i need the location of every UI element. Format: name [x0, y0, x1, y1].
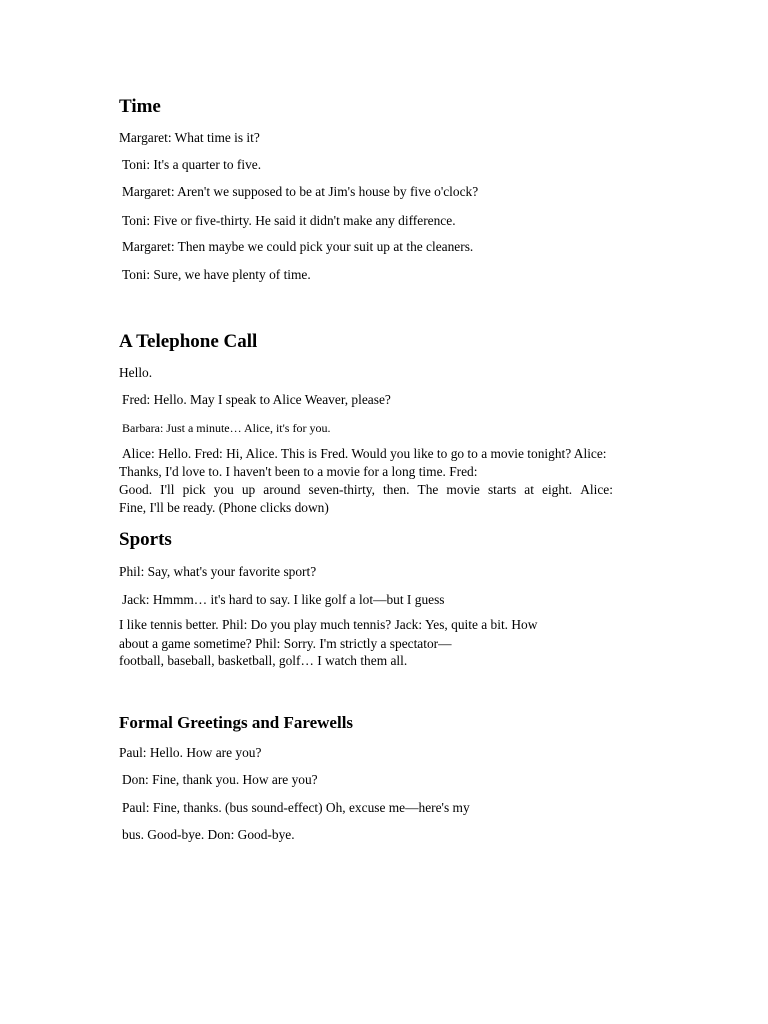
dialogue-line: Fine, I'll be ready. (Phone clicks down)	[119, 500, 329, 515]
word: I'll	[160, 482, 175, 497]
dialogue-line: Margaret: Then maybe we could pick your suit up at the cleaners.	[122, 239, 474, 254]
dialogue-line: I like tennis better. Phil: Do you play much tennis? Jack: Yes, quite a bit. How	[119, 617, 538, 632]
dialogue-line: Don: Fine, thank you. How are you?	[122, 772, 318, 787]
word: seven-thirty,	[308, 482, 375, 497]
dialogue-line: Jack: Hmmm… it's hard to say. I like golf a lot—but I guess	[122, 592, 445, 607]
word: up	[241, 482, 256, 497]
dialogue-line: about a game sometime? Phil: Sorry. I'm strictly a spectator—	[119, 636, 452, 651]
word: pick	[182, 482, 206, 497]
dialogue-line: Margaret: Aren't we supposed to be at Jim's house by five o'clock?	[122, 184, 479, 199]
dialogue-line: Paul: Hello. How are you?	[119, 745, 262, 760]
section-title-telephone: A Telephone Call	[119, 331, 258, 352]
word: Good.	[119, 482, 153, 497]
word: you	[213, 482, 234, 497]
dialogue-line: Toni: Five or five-thirty. He said it didn't make any difference.	[122, 213, 456, 228]
word: then.	[383, 482, 410, 497]
dialogue-line: Toni: It's a quarter to five.	[122, 157, 262, 172]
dialogue-line: Alice: Hello. Fred: Hi, Alice. This is Fred. Would you like to go to a movie tonight? Alice:	[122, 446, 607, 461]
section-title-greetings: Formal Greetings and Farewells	[119, 713, 354, 732]
dialogue-line: football, baseball, basketball, golf… I watch them all.	[119, 653, 408, 668]
word: around	[263, 482, 301, 497]
word: eight.	[542, 482, 573, 497]
word: movie	[446, 482, 480, 497]
dialogue-line: Thanks, I'd love to. I haven't been to a movie for a long time. Fred:	[119, 464, 478, 479]
dialogue-line: Hello.	[119, 365, 153, 380]
word: at	[524, 482, 534, 497]
dialogue-line: Toni: Sure, we have plenty of time.	[122, 267, 311, 282]
word: Alice:	[580, 482, 613, 497]
section-title-sports: Sports	[119, 529, 172, 550]
dialogue-line: bus. Good-bye. Don: Good-bye.	[122, 827, 295, 842]
dialogue-line: Phil: Say, what's your favorite sport?	[119, 564, 317, 579]
section-title-time: Time	[119, 96, 161, 117]
dialogue-line: Fred: Hello. May I speak to Alice Weaver, please?	[122, 392, 391, 407]
dialogue-line: Margaret: What time is it?	[119, 130, 260, 145]
dialogue-line-justified	[119, 481, 613, 498]
word: starts	[487, 482, 517, 497]
dialogue-line: Barbara: Just a minute… Alice, it's for you.	[122, 421, 331, 435]
word: The	[417, 482, 439, 497]
dialogue-line: Paul: Fine, thanks. (bus sound-effect) Oh, excuse me—here's my	[122, 800, 470, 815]
